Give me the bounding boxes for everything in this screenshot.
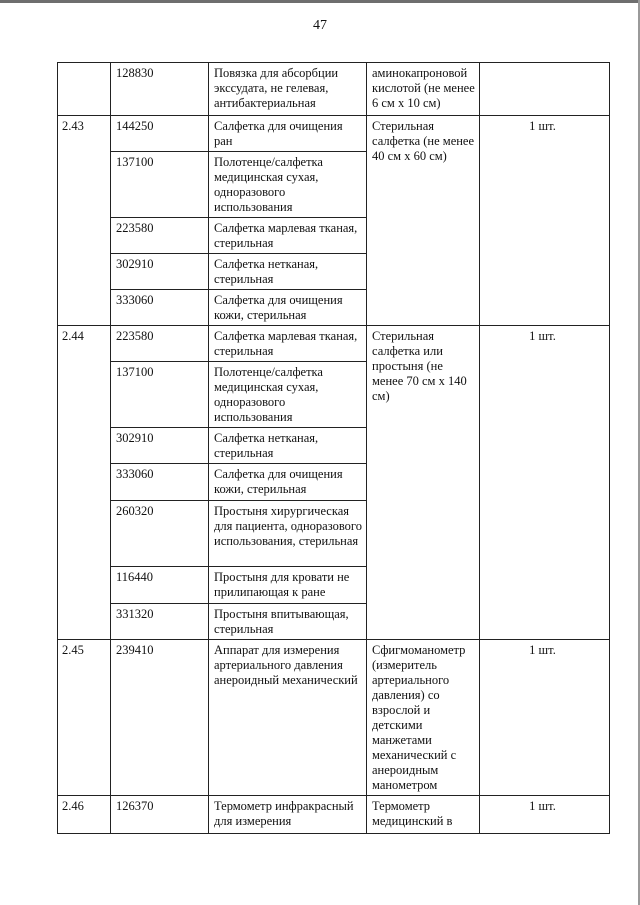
equipment-table <box>57 62 610 834</box>
item-number-cell: 2.44 <box>58 326 111 640</box>
name-cell: Салфетка марлевая тканая, стерильная <box>209 326 367 362</box>
table-row <box>58 640 610 796</box>
item-number-cell: 2.45 <box>58 640 111 796</box>
code-cell: 137100 <box>111 152 209 218</box>
code-cell: 137100 <box>111 362 209 428</box>
code-cell: 223580 <box>111 218 209 254</box>
name-cell: Простыня для кровати не прилипающая к ране <box>209 567 367 604</box>
name-cell: Полотенце/салфетка медицинская сухая, одноразового использования <box>209 152 367 218</box>
table-row <box>58 326 610 362</box>
spec-cell: Термометр медицинский в <box>367 796 480 834</box>
quantity-cell: 1 шт. <box>480 796 610 834</box>
name-cell: Аппарат для измерения артериального давления анероидный механический <box>209 640 367 796</box>
quantity-cell: 1 шт. <box>480 116 610 326</box>
code-cell: 126370 <box>111 796 209 834</box>
scan-top-edge <box>0 0 640 3</box>
code-cell: 239410 <box>111 640 209 796</box>
code-cell: 331320 <box>111 604 209 640</box>
table-row <box>58 63 610 116</box>
spec-cell: Стерильная салфетка (не менее 40 см x 60 см) <box>367 116 480 326</box>
name-cell: Салфетка нетканая, стерильная <box>209 254 367 290</box>
name-cell: Салфетка нетканая, стерильная <box>209 428 367 464</box>
name-cell: Повязка для абсорбции экссудата, не гелевая, антибактериальная <box>209 63 367 116</box>
name-cell: Салфетка для очищения кожи, стерильная <box>209 290 367 326</box>
quantity-cell: 1 шт. <box>480 326 610 640</box>
code-cell: 223580 <box>111 326 209 362</box>
name-cell: Термометр инфракрасный для измерения <box>209 796 367 834</box>
name-cell: Полотенце/салфетка медицинская сухая, одноразового использования <box>209 362 367 428</box>
code-cell: 144250 <box>111 116 209 152</box>
name-cell: Салфетка для очищения кожи, стерильная <box>209 464 367 501</box>
item-number-cell: 2.43 <box>58 116 111 326</box>
code-cell: 302910 <box>111 428 209 464</box>
name-cell: Салфетка для очищения ран <box>209 116 367 152</box>
quantity-cell: 1 шт. <box>480 640 610 796</box>
table-row <box>58 116 610 152</box>
code-cell: 333060 <box>111 464 209 501</box>
spec-cell: Сфигмоманометр (измеритель артериального давления) со взрослой и детскими манжетами механический с анероидным манометром <box>367 640 480 796</box>
table-row <box>58 796 610 834</box>
name-cell: Простыня впитывающая, стерильная <box>209 604 367 640</box>
code-cell: 116440 <box>111 567 209 604</box>
item-number-cell <box>58 63 111 116</box>
item-number-cell: 2.46 <box>58 796 111 834</box>
spec-cell: Стерильная салфетка или простыня (не менее 70 см x 140 см) <box>367 326 480 640</box>
code-cell: 302910 <box>111 254 209 290</box>
code-cell: 128830 <box>111 63 209 116</box>
code-cell: 260320 <box>111 501 209 567</box>
page-number: 47 <box>313 18 327 33</box>
quantity-cell <box>480 63 610 116</box>
spec-cell: аминокапроновой кислотой (не менее 6 см x 10 см) <box>367 63 480 116</box>
name-cell: Салфетка марлевая тканая, стерильная <box>209 218 367 254</box>
name-cell: Простыня хирургическая для пациента, одноразового использования, стерильная <box>209 501 367 567</box>
code-cell: 333060 <box>111 290 209 326</box>
